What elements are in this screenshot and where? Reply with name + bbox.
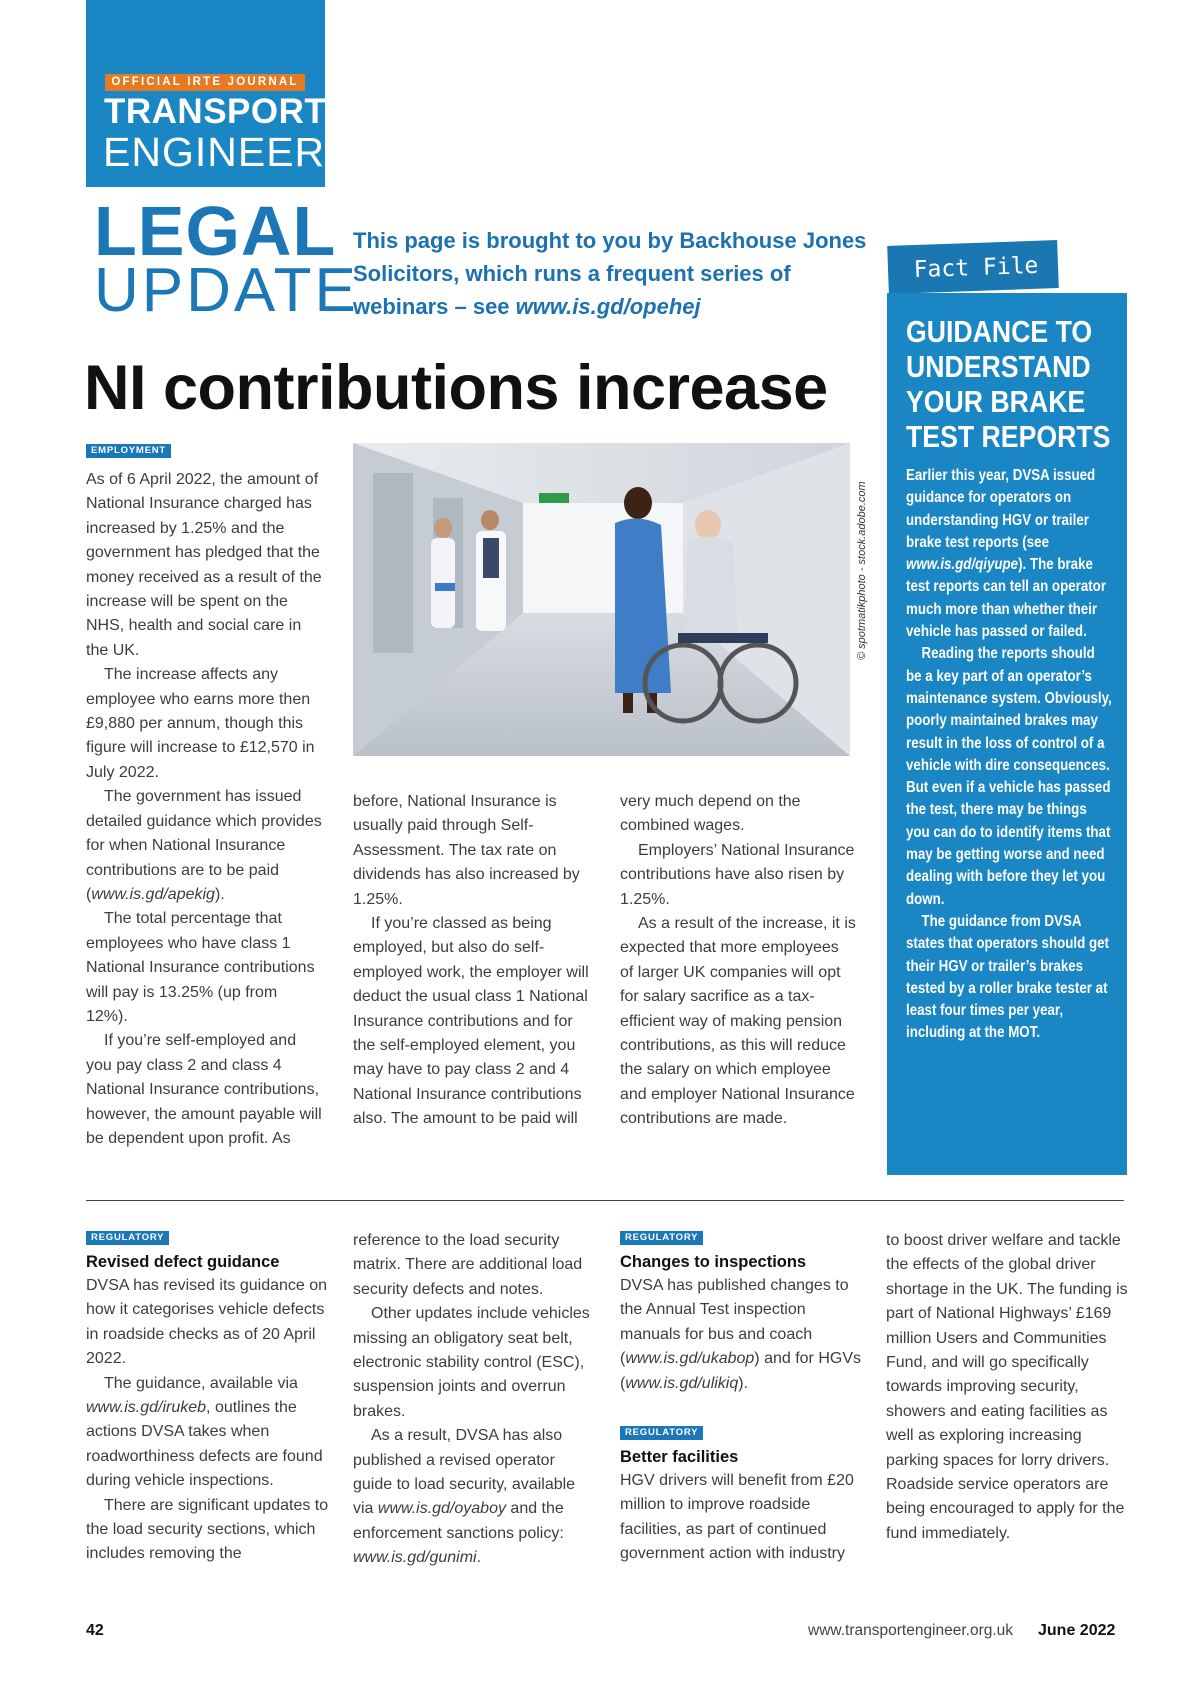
sponsor-note (353, 224, 873, 323)
paragraph: Earlier this year, DVSA issued guidance for operators on understanding HGV or trailer brake test reports (see www.is.gd/qiyupe). The brake test reports can tell an operator much more than whether their vehicle has passed or failed. (906, 467, 1107, 641)
article-changes-inspections (620, 1250, 864, 1396)
tag-regulatory (620, 1422, 703, 1440)
category-tag: REGULATORY (86, 1231, 169, 1245)
fact-file-title: GUIDANCE TO UNDERSTAND YOUR BRAKE TEST REPORTS (906, 314, 1111, 454)
link-gunimi[interactable]: www.is.gd/gunimi (353, 1549, 477, 1567)
fact-file-body (906, 465, 1112, 1045)
headline: NI contributions increase (84, 353, 828, 423)
paragraph: before, National Insurance is usually paid through Self-Assessment. The tax rate on dividends has also increased by 1.25%. (353, 793, 580, 908)
article-better-facilities (620, 1445, 864, 1567)
link-irukeb[interactable]: www.is.gd/irukeb (86, 1399, 207, 1417)
category-tag: REGULATORY (620, 1426, 703, 1440)
paragraph: Reading the reports should be a key part of an operator’s maintenance system. Obviously, poorly maintained brakes may result in the loss of control of a vehicle with dire consequences. But even if a vehicle has passed the test, there may be things you can do to identify items that may be getting worse and need dealing with before they let you down. (906, 645, 1112, 908)
article-title: Revised defect guidance (86, 1253, 280, 1271)
article-better-facilities-cont (886, 1229, 1130, 1546)
paragraph: to boost driver welfare and tackle the effects of the global driver shortage in the UK. The funding is part of National Highways’ £169 million Users and Communities Fund, and will go specifically towards improving security, showers and eating facilities as well as exploring increasing parking spaces for lorry drivers. Roadside service operators are being encouraged to apply for the fund immediately. (886, 1232, 1128, 1542)
paragraph: As of 6 April 2022, the amount of National Insurance charged has increased by 1.25% and the government has pledged that the money received as a result of the increase will be spent on the NHS, health and social care in the UK. (86, 471, 322, 659)
hospital-corridor-photo (353, 443, 850, 756)
fact-file-tab: Fact File (913, 252, 1039, 284)
photo-credit: © spotmatikphoto - stock.adobe.com (856, 481, 868, 660)
paragraph: The guidance from DVSA states that operators should get their HGV or trailer’s brakes tested by a roller brake tester at least four times per year, including at the MOT. (906, 912, 1109, 1042)
article-title: Better facilities (620, 1448, 739, 1466)
article-revised-defect (86, 1250, 332, 1567)
link-ukabop[interactable]: www.is.gd/ukabop (625, 1350, 755, 1368)
link-qiyupe[interactable]: www.is.gd/qiyupe (906, 556, 1019, 574)
paragraph: Employers’ National Insurance contributions have also risen by 1.25%. (620, 841, 855, 908)
footer-url[interactable]: www.transportengineer.org.uk (808, 1622, 1014, 1639)
paragraph: DVSA has published changes to the Annual Test inspection manuals for bus and coach (www.is.gd/ukabop) and for HGVs (www.is.gd/ulikiq). (620, 1277, 861, 1392)
category-tag: REGULATORY (620, 1231, 703, 1245)
sponsor-link[interactable]: www.is.gd/opehej (515, 294, 701, 319)
journal-masthead (86, 0, 325, 187)
paragraph: reference to the load security matrix. There are additional load security defects and notes. (353, 1232, 583, 1298)
footer-date: June 2022 (1038, 1622, 1116, 1639)
paragraph: HGV drivers will benefit from £20 million to improve roadside facilities, as part of continued government action with industry (620, 1472, 854, 1563)
paragraph: The increase affects any employee who earns more then £9,880 per annum, though this figure will increase to £12,570 in July 2022. (86, 666, 315, 781)
paragraph: DVSA has revised its guidance on how it categorises vehicle defects in roadside checks as of 20 April 2022. (86, 1277, 328, 1368)
section-title-legal: LEGAL (94, 192, 337, 270)
link-ulikiq[interactable]: www.is.gd/ulikiq (625, 1374, 739, 1392)
section-divider (86, 1200, 1124, 1201)
paragraph: As a result, DVSA has also published a revised operator guide to load security, available via www.is.gd/oyaboy and the enforcement sanctions policy: www.is.gd/gunimi. (353, 1427, 576, 1567)
paragraph: The guidance, available via www.is.gd/irukeb, outlines the actions DVSA takes when roadworthiness defects are found during vehicle inspections. (86, 1374, 323, 1490)
link-oyaboy[interactable]: www.is.gd/oyaboy (377, 1500, 506, 1518)
sponsor-text: This page is brought to you by Backhouse Jones Solicitors, which runs a frequent series of webinars – see (353, 228, 867, 319)
category-tag: EMPLOYMENT (86, 444, 171, 458)
tag-employment (86, 440, 171, 458)
article-column-1 (86, 468, 322, 1151)
tag-regulatory (86, 1227, 169, 1245)
page-number: 42 (86, 1622, 104, 1639)
paragraph: Other updates include vehicles missing an obligatory seat belt, electronic stability control (ESC), suspension joints and overrun brakes. (353, 1305, 590, 1420)
official-journal-label: OFFICIAL IRTE JOURNAL (105, 74, 305, 91)
masthead-title-engineer: ENGINEER (103, 129, 326, 175)
section-title-update: UPDATE (94, 256, 359, 325)
article-column-2 (353, 790, 593, 1132)
paragraph: If you’re self-employed and you pay class 2 and class 4 National Insurance contributions, however, the amount payable will be dependent upon profit. As (86, 1032, 322, 1147)
paragraph: There are significant updates to the load security sections, which includes removing the (86, 1496, 329, 1563)
tag-regulatory (620, 1227, 703, 1245)
paragraph: As a result of the increase, it is expected that more employees of larger UK companies will opt for salary sacrifice as a tax-efficient way of making pension contributions, as this will reduce the salary on which employee and employer National Insurance contributions are made. (620, 915, 856, 1128)
paragraph: very much depend on the combined wages. (620, 793, 801, 835)
link-apekig[interactable]: www.is.gd/apekig (91, 885, 215, 903)
paragraph: If you’re classed as being employed, but also do self-employed work, the employer will deduct the usual class 1 National Insurance contributions and for the self-employed element, you may have to pay class 2 and 4 National Insurance contributions also. The amount to be paid will (353, 915, 589, 1128)
article-column-3 (620, 790, 856, 1132)
paragraph: The total percentage that employees who have class 1 National Insurance contributions will pay is 13.25% (up from 12%). (86, 910, 315, 1025)
article-revised-defect-cont (353, 1229, 597, 1571)
paragraph: The government has issued detailed guidance which provides for when National Insurance contributions are to be paid (www.is.gd/apekig). (86, 788, 322, 903)
masthead-title-transport: TRANSPORT (104, 92, 327, 131)
article-title: Changes to inspections (620, 1253, 807, 1271)
